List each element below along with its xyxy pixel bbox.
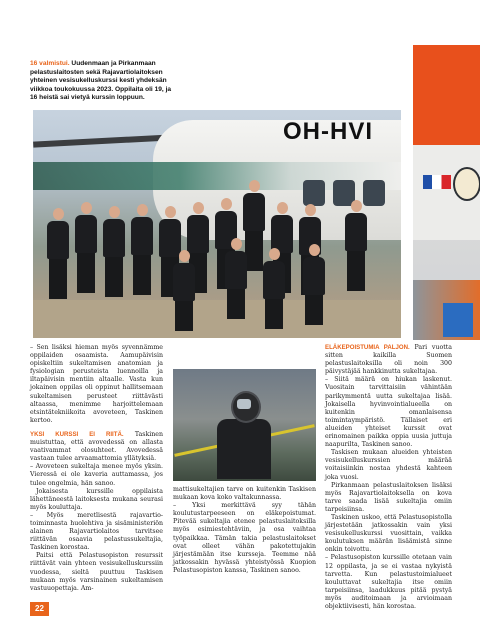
- page-number: 22: [30, 602, 49, 616]
- paragraph-text: Taskinen muistuttaa, että avovedessä on allasta vaativammat olosuhteet. Avovedessä vastaan tulee arvaamattomia yllätyksiä.: [30, 430, 164, 463]
- paragraph: [325, 344, 452, 376]
- person: [131, 204, 153, 295]
- subheading: YKSI KURSSI EI RIITÄ.: [30, 430, 124, 438]
- person: [173, 250, 195, 331]
- paragraph: mattisukeltajien tarve on kuitenkin Taskisen mukaan kova koko valtakunnassa.: [173, 486, 316, 502]
- paragraph: Pirkanmaan pelastuslaitoksen lisäksi myös Rajavartiolaitoksella on kova tarve saada lisää sukeltajia omiin tarpeisiinsa.: [325, 481, 452, 513]
- person: [263, 248, 285, 329]
- paragraph: – Avoveteen sukeltaja menee myös yksin. Vieressä ei ole kaveria auttamassa, jos tulee ongelmia, hän sanoo.: [30, 463, 163, 487]
- paragraph: [30, 431, 163, 463]
- paragraph: – Myös meretlisestä rajavartio toiminnasta huolehtiva ja sisäministeriön alainen Rajavartiolaitos tarvitsee riittävän osaavia pelastussukeltajia, Taskinen korostaa.: [30, 511, 163, 552]
- orange-panel: [413, 45, 480, 145]
- french-flag-icon: [423, 175, 451, 189]
- helicopter-registration: OH-HVI: [283, 118, 373, 145]
- person: [47, 208, 69, 299]
- diver-photo: [173, 369, 316, 481]
- person: [303, 244, 325, 325]
- main-photo: [33, 110, 401, 338]
- caption-highlight: 16 valmistui.: [30, 60, 70, 67]
- diver-suit: [217, 419, 271, 479]
- sign-icon: [443, 303, 473, 337]
- paragraph: Paitsi että Pelastusopiston resurssit riittävät vain yhteen vesisukelluskurssiin vuodessa, sieltä puuttuu Taskisen mukaan myös varsinainen sukeltamisen vastuuopettaja. Am-: [30, 552, 163, 592]
- photo-caption: [30, 60, 180, 103]
- article-column-2: [173, 486, 316, 575]
- paragraph: Jokaisesta kurssille oppilaista lähettäneestä laitoksesta mukana seurasi myös kouluttaja.: [30, 487, 163, 511]
- paragraph: Taskinen uskoo, että Pelastusopistolla järjestetään jatkossakin vain yksi vesisukelluskurssi vuosittain, vaikka koulutuksen määrän lisäämistä sinne onkin toivottu.: [325, 513, 452, 554]
- emblem-icon: [453, 167, 480, 201]
- person: [103, 206, 125, 297]
- paragraph: – Siitä määrä on hiukan laskenut. Vuositain tarvittaisiin vähintään parikymmentä uutta sukeltajaa lisää. Jokaisella hyvinvointialueella on kuitenkin omanlaisensa toimintaympäristö. Tällaiset eri alueiden yhteiset kurssit ovat erinomainen paikka oppia uusia juttuja naapurilta, Taskinen sanoo.: [325, 376, 452, 449]
- person: [75, 202, 97, 293]
- adjacent-page-photo: [413, 45, 480, 340]
- paragraph-text: Pari vuotta sitten kaikilla Suomen pelastuslaitoksilla oli noin 300 päivystäjää hankkinutta sukeltajaa.: [325, 344, 452, 376]
- paragraph: – Yksi merkittävä syy tähän koulutustarpeeseen on eläkepoistumat. Pitevää sukeltajia etenee pelastuslaitoksilla myös esimiestehtäviin, ja osa vaihtaa työpaikkaa. Tämän takia pelastuslaitokset ovat olleet vähän pakotettujakin järjestämään itse kursseja. Teemme nää jatkossakin hyvässä yhteistyössä Kuopion Pelastusopiston kanssa, Taskinen sanoo.: [173, 502, 316, 574]
- person: [225, 238, 247, 319]
- article-column-1: [30, 344, 163, 593]
- paragraph: – Sen lisäksi hieman myös syvennämme oppilaiden osaamista. Aamupäivisin opiskeltiin sukeltamisen anatomian ja fysiologian perusteista luennoilla ja iltapäivisin mentiin altaalle. Vasta kun jokainen oppilas oli oppinut hallitsemaan sukeltamisen perusteet riittävästi altaassa, menimme harjoittelemaan etsintätekniikoita avoveteen, Taskinen kertoo.: [30, 344, 163, 424]
- paragraph: – Pelastusopiston kurssille otetaan vain 12 oppilasta, ja se ei vastaa nykyistä tarvetta. Kun pelastustoimialueet kouluttavat sukeltajia itse omiin tarpeisiinsa, laadukkuus pitää pystyä myös auditoimaan ja arvioimaan objektiivisesti, hän korostaa.: [325, 554, 452, 610]
- article-column-3: [325, 344, 452, 611]
- diver-visor: [237, 399, 251, 409]
- subheading: ELÄKEPOISTUMIA PALJON.: [325, 344, 410, 351]
- paragraph: Taskisen mukaan alueiden yhteisten vesisukelluskurssien määrää voitaisiinkin nostaa yhdestä kahteen joka vuosi.: [325, 449, 452, 481]
- caption-text: Uudenmaan ja Pirkanmaan pelastuslaitosten sekä Rajavartiolaitoksen yhteinen vesisukelluskurssi kesti yhdeksän viikkoa toukokuussa 2023. Oppilaita oli 19, ja 16 heistä sai vietyä kurssin loppuun.: [30, 60, 172, 102]
- ground: [33, 300, 401, 338]
- person: [345, 200, 367, 291]
- helicopter-window: [303, 180, 325, 206]
